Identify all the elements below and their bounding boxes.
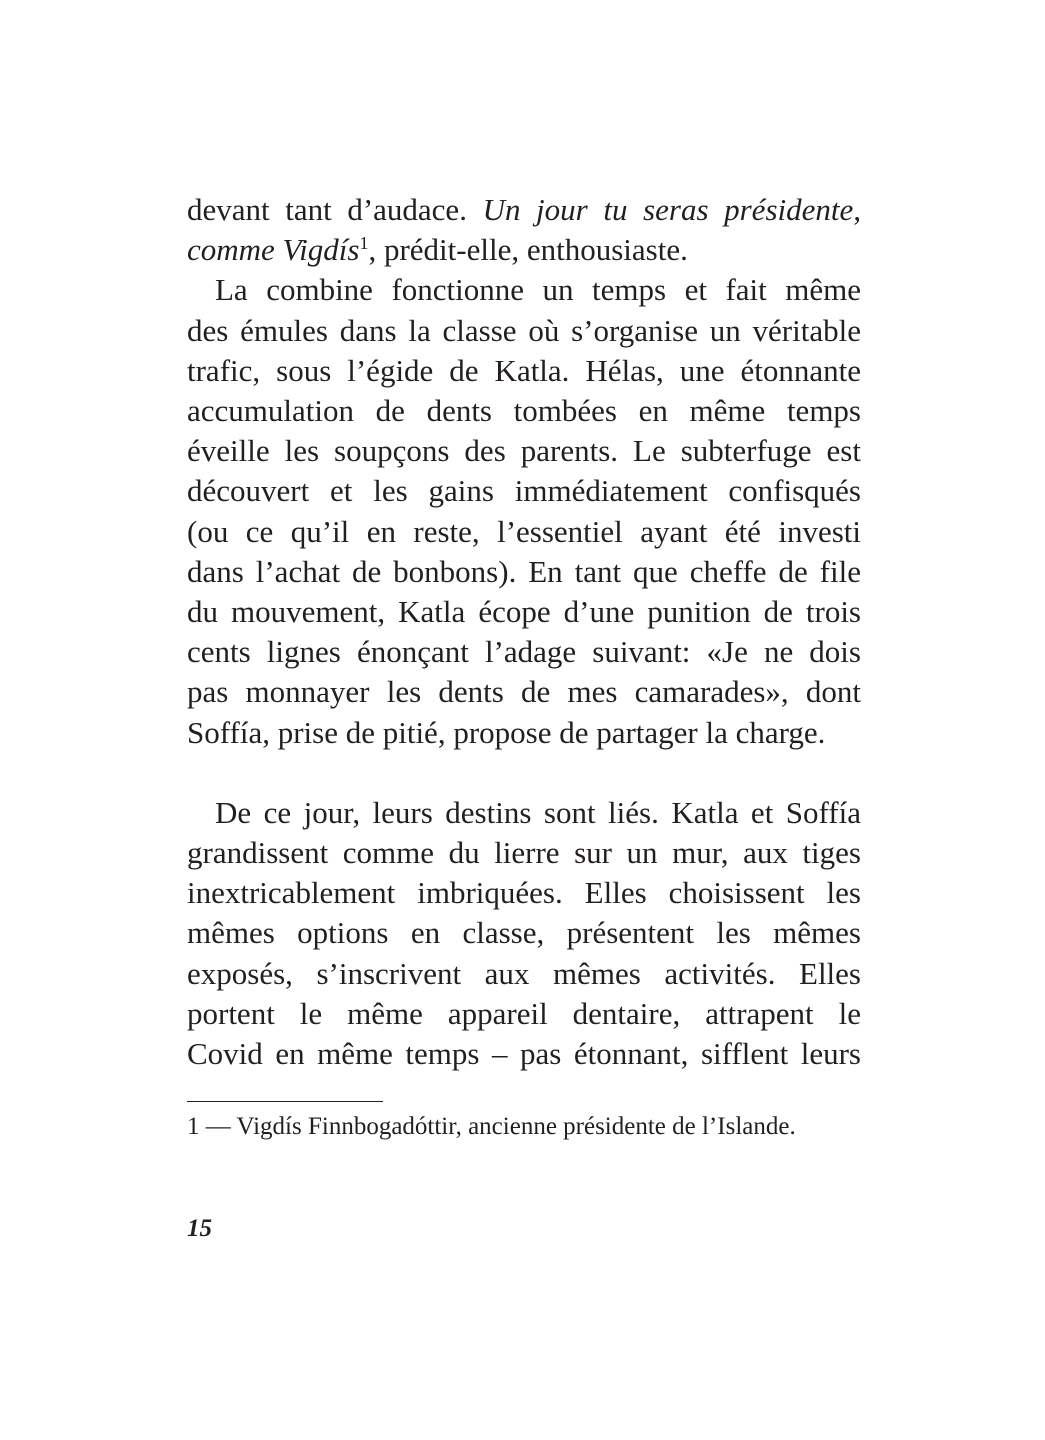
italic-quote: Un jour tu seras présidente, — [482, 192, 862, 227]
paragraph-1 — [187, 190, 861, 270]
footnote: 1 — Vigdís Finnbogadóttir, ancienne présidente de l’Islande. — [187, 1113, 796, 1140]
text-line: Soffía, prise de pitié, propose de partager la charge. — [187, 714, 826, 750]
text-line — [187, 190, 861, 230]
text-line: cents lignes énonçant l’adage suivant: «Je ne dois — [187, 634, 861, 670]
text-line: pas monnayer les dents de mes camarades», dont — [187, 674, 861, 710]
paragraph-2 — [187, 270, 861, 752]
text-line: De ce jour, leurs destins sont liés. Katla et Soffía — [215, 794, 861, 830]
text-line: exposés, s’inscrivent aux mêmes activités. Elles — [187, 955, 861, 991]
text-line: dans l’achat de bonbons). En tant que cheffe de file — [187, 553, 861, 589]
text-line: (ou ce qu’il en reste, l’essentiel ayant été investi — [187, 513, 861, 549]
page-body — [187, 190, 861, 1074]
text-line: trafic, sous l’égide de Katla. Hélas, une étonnante — [187, 352, 861, 388]
italic-quote: comme Vigdís — [187, 232, 360, 268]
paragraph-3 — [187, 793, 861, 1074]
text-run: devant tant d’audace. — [187, 192, 483, 227]
page-number: 15 — [187, 1215, 212, 1242]
text-line: La combine fonctionne un temps et fait même — [215, 272, 861, 308]
text-run: , prédit-elle, enthousiaste. — [368, 232, 688, 268]
text-line: accumulation de dents tombées en même temps — [187, 393, 861, 429]
text-line: découvert et les gains immédiatement confisqués — [187, 473, 861, 509]
footnote-divider — [187, 1101, 383, 1102]
text-line — [187, 230, 861, 270]
text-line: Covid en même temps – pas étonnant, sifflent leurs — [187, 1036, 861, 1072]
text-line: mêmes options en classe, présentent les mêmes — [187, 915, 861, 951]
text-line: grandissent comme du lierre sur un mur, aux tiges — [187, 835, 861, 871]
text-line: inextricablement imbriquées. Elles choisissent les — [187, 875, 861, 911]
text-line: du mouvement, Katla écope d’une punition de trois — [187, 594, 861, 630]
text-line: éveille les soupçons des parents. Le subterfuge est — [187, 433, 861, 469]
text-line: des émules dans la classe où s’organise un véritable — [187, 312, 861, 348]
footnote-marker[interactable]: 1 — [359, 233, 369, 254]
section-break — [187, 753, 861, 793]
text-line: portent le même appareil dentaire, attrapent le — [187, 995, 861, 1031]
